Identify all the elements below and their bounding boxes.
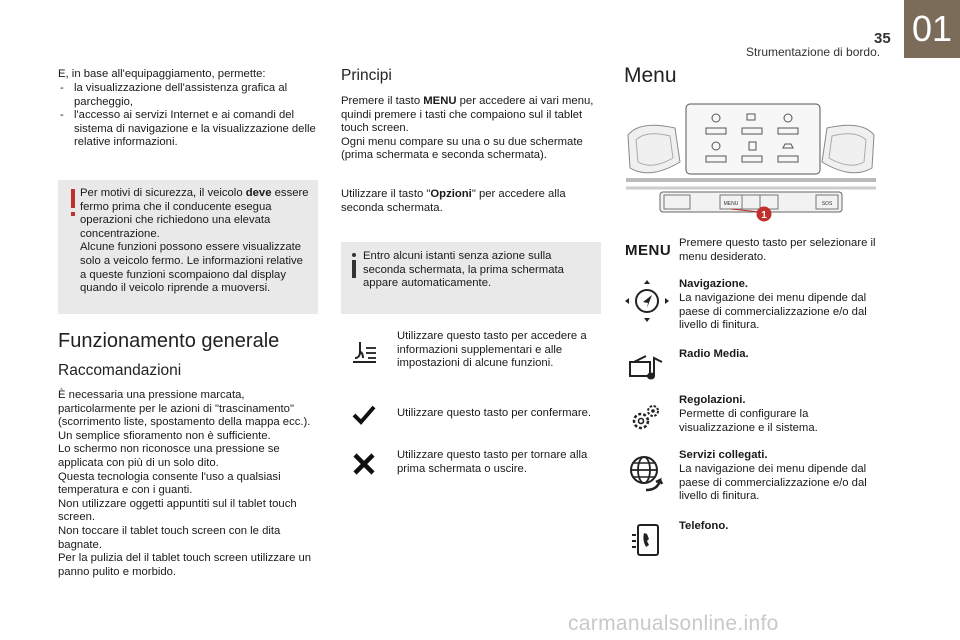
settings-text: Permette di configurare la visualizzazione e il sistema.	[679, 408, 818, 434]
section-heading: Funzionamento generale	[58, 330, 280, 352]
callout-number: 1	[761, 210, 767, 221]
navigation-text: La navigazione dei menu dipende dal paese di commercializzazione e/o dal livello di finitura.	[679, 292, 867, 332]
intro-text: E, in base all'equipaggiamento, permette:	[58, 68, 266, 80]
panel-menu-label: MENU	[723, 201, 739, 207]
info-icon	[348, 252, 360, 280]
dashboard-panel-illustration	[620, 100, 882, 225]
settings-title: Regolazioni.	[679, 394, 746, 406]
chapter-tab: 01	[904, 0, 960, 58]
info-box	[341, 242, 601, 314]
connected-services-icon	[628, 454, 664, 492]
settings-icon	[630, 403, 662, 433]
check-icon	[352, 405, 376, 425]
panel-sos-label: SOS	[821, 201, 833, 207]
principles-text: Premere il tasto MENU per accedere ai vari menu, quindi premere i tasti che compaiono sul il tablet touch screen. Ogni menu compare su una o su due schermate (prima schermata e seconda schermata).	[341, 95, 594, 162]
warning-box	[58, 180, 318, 314]
menu-key-label: MENU	[625, 242, 672, 259]
navigation-title: Navigazione.	[679, 278, 749, 290]
connected-services-title: Servizi collegati.	[679, 449, 768, 461]
telephone-icon	[630, 523, 662, 557]
options-description: Utilizzare questo tasto per accedere a informazioni supplementari e alle impostazioni di alcune funzioni.	[397, 330, 587, 370]
list-item: - la visualizzazione dell'assistenza grafica al parcheggio,	[58, 82, 320, 109]
connected-services-text: La navigazione dei menu dipende dal paese di commercializzazione e/o dal livello di finitura.	[679, 463, 867, 503]
options-icon	[350, 338, 378, 366]
radio-media-icon	[628, 352, 668, 382]
confirm-description: Utilizzare questo tasto per confermare.	[397, 407, 592, 419]
list-item: - l'accesso ai servizi Internet e ai comandi del sistema di navigazione e la visualizzazione delle relative informazioni.	[58, 109, 320, 150]
menu-key-text: Premere questo tasto per selezionare il menu desiderato.	[679, 237, 876, 263]
watermark: carmanualsonline.info	[568, 612, 779, 635]
recommendations-text: È necessaria una pressione marcata, particolarmente per le azioni di "trascinamento" (scorrimento liste, spostamento della mappa ecc.). Un semplice sfioramento non è sufficiente. Lo schermo non riconosce una pressione se applicata con più di un solo dito. Questa tecnologia consente l'uso a qualsiasi temperatura e con i guanti. Non utilizzare oggetti appuntiti sul il tablet touch screen. Non toccare il tablet touch screen con le dita bagnate. Per la pulizia del il tablet touch screen utilizzare un panno pulito e morbido.	[58, 389, 312, 578]
options-text: Utilizzare il tasto "Opzioni" per accedere alla seconda schermata.	[341, 188, 566, 214]
telephone-title: Telefono.	[679, 520, 729, 532]
navigation-icon	[623, 278, 671, 324]
section-title: Strumentazione di bordo.	[746, 45, 881, 59]
subsection-heading: Raccomandazioni	[58, 362, 182, 379]
principles-heading: Principi	[341, 67, 392, 84]
page-number: 35	[874, 30, 891, 47]
info-text: Entro alcuni istanti senza azione sulla seconda schermata, la prima schermata appare automaticamente.	[363, 250, 564, 290]
cross-icon	[352, 452, 376, 476]
warning-text: Per motivi di sicurezza, il veicolo deve essere fermo prima che il conducente esegua operazioni che richiedono una elevata concentrazione. Alcune funzioni possono essere visualizzate solo a veicolo fermo. Le informazioni relative a queste funzioni scompaiono dal display quando il veicolo riprende a muoversi.	[80, 187, 309, 295]
back-description: Utilizzare questo tasto per tornare alla prima schermata o uscire.	[397, 449, 588, 475]
radio-media-title: Radio Media.	[679, 348, 749, 360]
warning-icon	[66, 188, 80, 218]
feature-list	[58, 82, 320, 150]
menu-heading: Menu	[624, 64, 677, 87]
